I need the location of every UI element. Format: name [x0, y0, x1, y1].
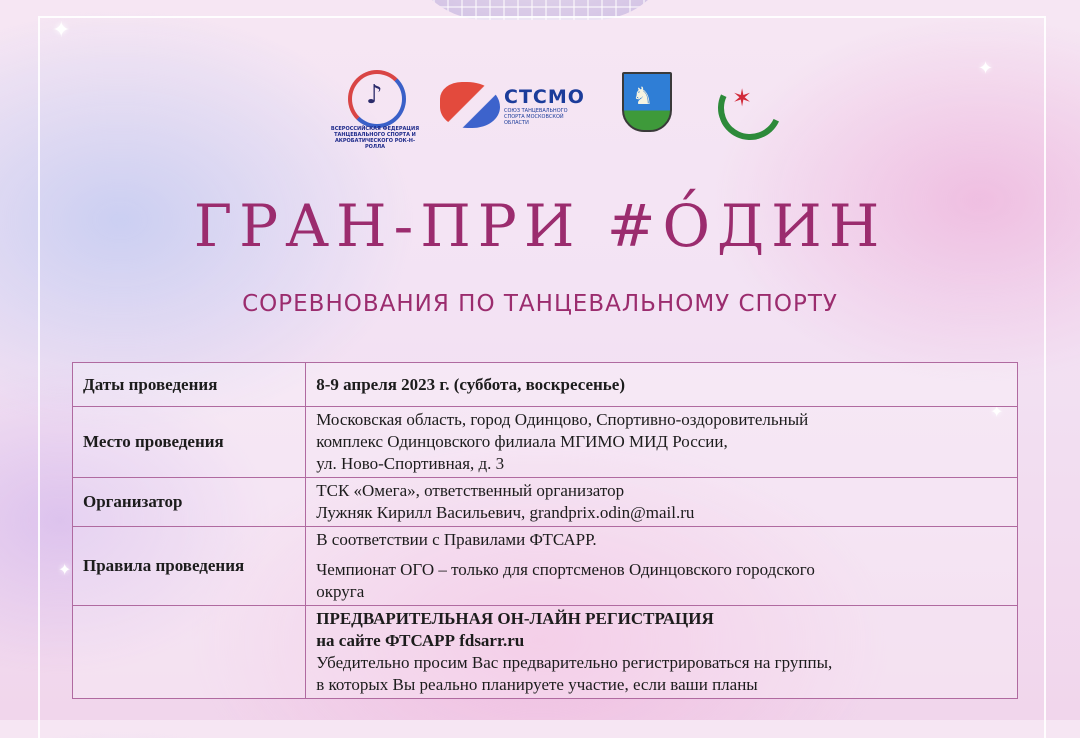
dancer-figure-icon: ✶ [732, 84, 753, 112]
stsmo-swirl-icon [440, 82, 500, 128]
table-row [73, 478, 1018, 527]
rules-line: В соответствии с Правилами ФТСАРР. [316, 530, 597, 549]
registration-label [73, 606, 306, 699]
venue-line: комплекс Одинцовского филиала МГИМО МИД России, [316, 432, 728, 451]
organizer-label: Организатор [73, 478, 306, 527]
table-row [73, 363, 1018, 407]
rules-line: округа [316, 582, 365, 601]
organizer-line: Лужняк Кирилл Васильевич, grandprix.odin@mail.ru [316, 503, 695, 522]
table-row [73, 606, 1018, 699]
ftsarr-logo [330, 64, 420, 150]
coat-of-arms-logo [622, 72, 670, 132]
sparkle-icon: ✦ [978, 58, 994, 79]
info-table [72, 362, 1018, 699]
venue-line: Московская область, город Одинцово, Спортивно-оздоровительный [316, 410, 809, 429]
registration-line: Убедительно просим Вас предварительно регистрироваться на группы, [316, 653, 833, 672]
rules-label: Правила проведения [73, 527, 306, 606]
rules-value [306, 527, 1018, 606]
registration-heading: ПРЕДВАРИТЕЛЬНАЯ ОН-ЛАЙН РЕГИСТРАЦИЯ [316, 609, 714, 628]
venue-label: Место проведения [73, 407, 306, 478]
ftsarr-caption: ВСЕРОССИЙСКАЯ ФЕДЕРАЦИЯ ТАНЦЕВАЛЬНОГО СПОРТА И АКРОБАТИЧЕСКОГО РОК-Н-РОЛЛА [330, 126, 420, 150]
organizer-line: ТСК «Омега», ответственный организатор [316, 481, 625, 500]
table-row [73, 527, 1018, 606]
venue-line: ул. Ново-Спортивная, д. 3 [316, 454, 505, 473]
sparkle-icon: ✦ [990, 402, 1004, 421]
logos-row [0, 64, 1080, 154]
sparkle-icon: ✦ [52, 18, 71, 43]
stsmo-subtitle: СОЮЗ ТАНЦЕВАЛЬНОГО СПОРТА МОСКОВСКОЙ ОБЛАСТИ [504, 108, 568, 126]
stsmo-logo [440, 80, 585, 140]
dancers-icon: ♪ [366, 80, 383, 110]
dates-label: Даты проведения [73, 363, 306, 407]
stsmo-name: СТСМО [504, 86, 585, 108]
registration-value [306, 606, 1018, 699]
deer-icon: ♞ [632, 82, 654, 110]
dance-club-logo [714, 70, 774, 136]
registration-line: в которых Вы реально планируете участие, если ваши планы [316, 675, 758, 694]
dates-value: 8-9 апреля 2023 г. (суббота, воскресенье) [306, 363, 1018, 407]
rules-line: Чемпионат ОГО – только для спортсменов Одинцовского городского [316, 560, 815, 579]
table-row [73, 407, 1018, 478]
page-title: ГРАН-ПРИ #О́ДИН [193, 192, 887, 260]
venue-value [306, 407, 1018, 478]
sparkle-icon: ✦ [58, 560, 72, 579]
registration-site: на сайте ФТСАРР fdsarr.ru [316, 631, 525, 650]
organizer-value [306, 478, 1018, 527]
page-subtitle: СОРЕВНОВАНИЯ ПО ТАНЦЕВАЛЬНОМУ СПОРТУ [242, 291, 838, 317]
